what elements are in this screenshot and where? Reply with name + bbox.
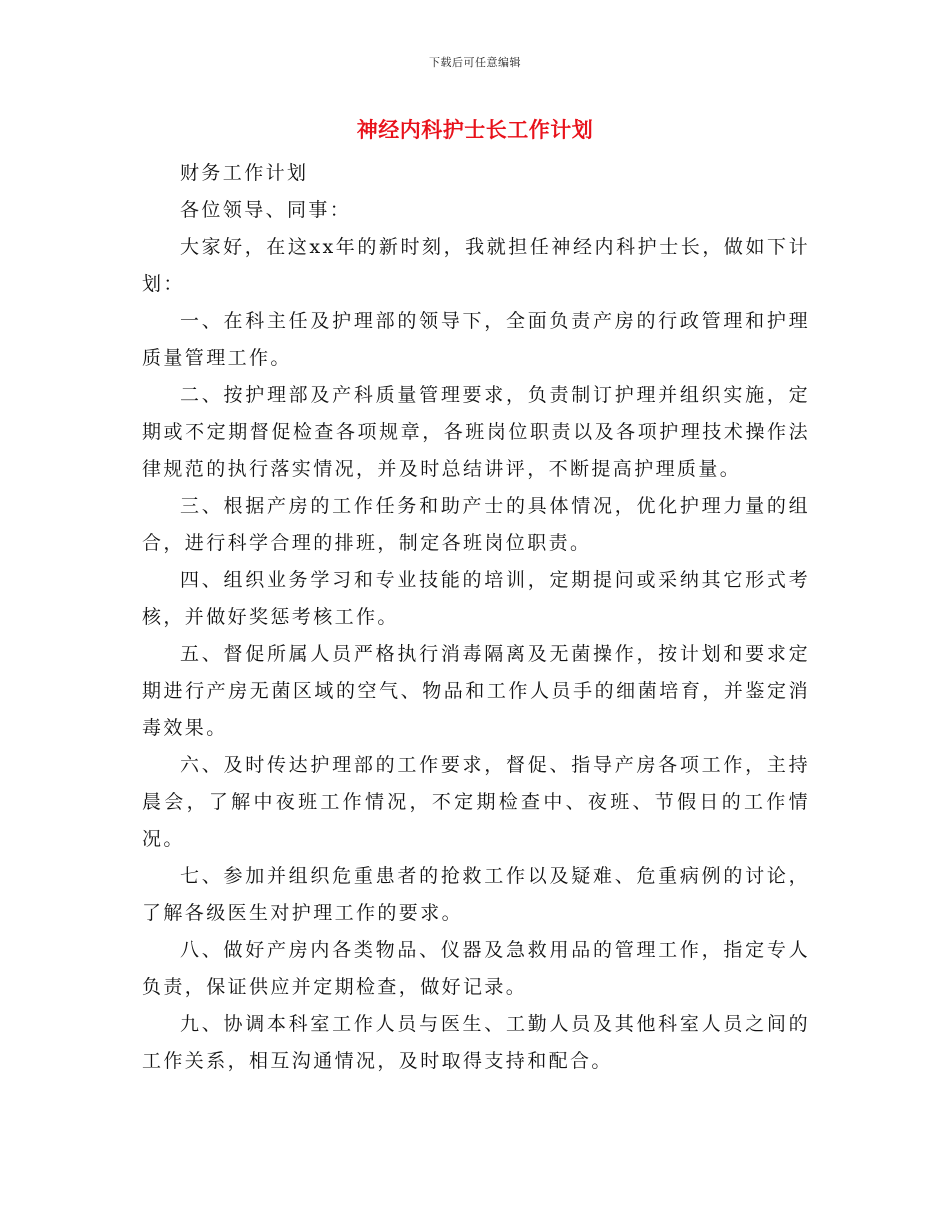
paragraph: 七、参加并组织危重患者的抢救工作以及疑难、危重病例的讨论，了解各级医生对护理工作的要求。 [142, 865, 810, 924]
document-body [142, 155, 810, 1080]
paragraph: 大家好，在这xx年的新时刻，我就担任神经内科护士长，做如下计划： [142, 236, 810, 295]
header-note: 下载后可任意编辑 [429, 56, 521, 69]
paragraph: 财务工作计划 [180, 162, 309, 184]
paragraph: 四、组织业务学习和专业技能的培训，定期提问或采纳其它形式考核，并做好奖惩考核工作。 [142, 569, 810, 628]
paragraph: 三、根据产房的工作任务和助产士的具体情况，优化护理力量的组合，进行科学合理的排班，制定各班岗位职责。 [142, 495, 810, 554]
paragraph: 六、及时传达护理部的工作要求，督促、指导产房各项工作，主持晨会，了解中夜班工作情况，不定期检查中、夜班、节假日的工作情况。 [142, 754, 810, 850]
paragraph: 五、督促所属人员严格执行消毒隔离及无菌操作，按计划和要求定期进行产房无菌区域的空气、物品和工作人员手的细菌培育，并鉴定消毒效果。 [142, 643, 810, 739]
paragraph: 二、按护理部及产科质量管理要求，负责制订护理并组织实施，定期或不定期督促检查各项规章，各班岗位职责以及各项护理技术操作法律规范的执行落实情况，并及时总结讲评，不断提高护理质量。 [142, 384, 810, 480]
paragraph: 八、做好产房内各类物品、仪器及急救用品的管理工作，指定专人负责，保证供应并定期检查，做好记录。 [142, 939, 810, 998]
paragraph: 一、在科主任及护理部的领导下，全面负责产房的行政管理和护理质量管理工作。 [142, 310, 810, 369]
paragraph: 各位领导、同事： [180, 199, 352, 221]
document-title: 神经内科护士长工作计划 [356, 117, 594, 142]
paragraph: 九、协调本科室工作人员与医生、工勤人员及其他科室人员之间的工作关系，相互沟通情况，及时取得支持和配合。 [142, 1013, 810, 1072]
